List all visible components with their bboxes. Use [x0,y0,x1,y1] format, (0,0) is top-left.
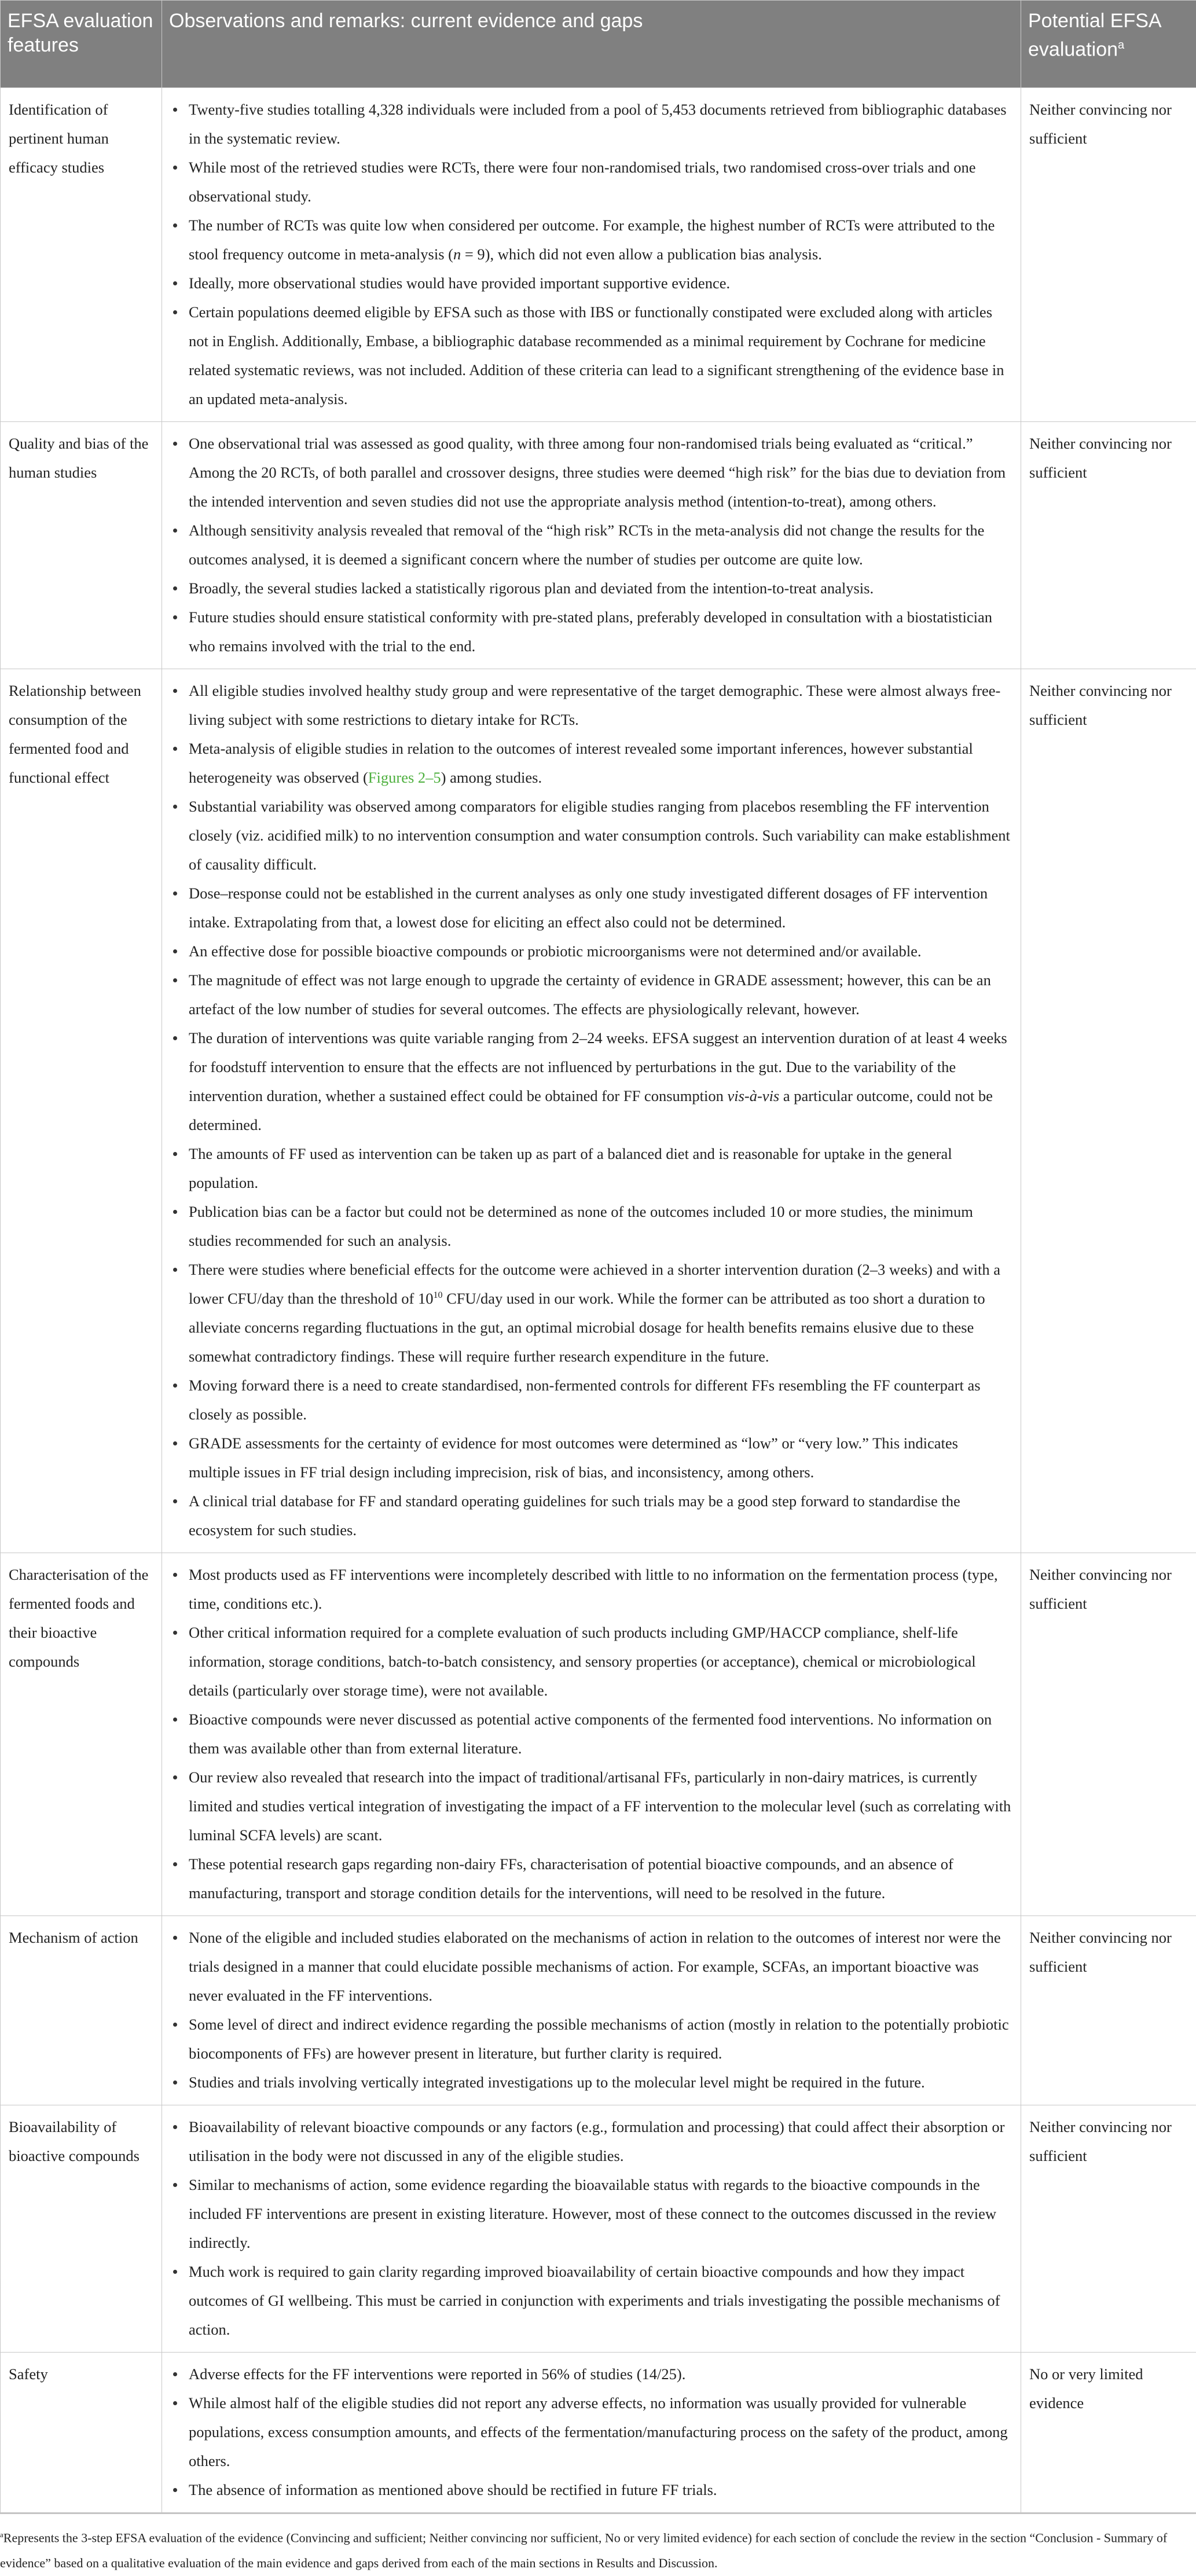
list-item: The absence of information as mentioned above should be rectified in future FF trials. [189,2475,1012,2504]
table-row [1,1553,1196,1916]
observations-list [170,429,1012,660]
italic-text: n [453,245,461,263]
header-observations [162,1,1021,88]
evaluation-cell: Neither convincing nor sufficient [1021,88,1196,422]
list-item: Publication bias can be a factor but could not be determined as none of the outcomes included 10 or more studies, the minimum studies recommended for such an analysis. [189,1197,1012,1255]
text-segment: There were studies where beneficial effects for the outcome were achieved in a shorter intervention duration (2–3 weeks) and with a lower CFU/day than the threshold of 10 [189,1261,1000,1307]
list-item: Substantial variability was observed among comparators for eligible studies ranging from placebos resembling the FF intervention closely (viz. acidified milk) to no intervention consumption and water consumption controls. Such variability can make establishment of causality difficult. [189,792,1012,879]
table-row [1,1916,1196,2105]
list-item: Future studies should ensure statistical conformity with pre-stated plans, preferably developed in consultation with a biostatistician who remains involved with the trial to the end. [189,603,1012,660]
feature-cell: Identification of pertinent human efficacy studies [1,88,162,422]
text-segment: Meta-analysis of eligible studies in relation to the outcomes of interest revealed some important inferences, however substantial heterogeneity was observed ( [189,740,973,786]
evaluation-cell: No or very limited evidence [1021,2353,1196,2513]
observations-cell [162,2353,1021,2513]
list-item: Some level of direct and indirect evidence regarding the possible mechanisms of action (mostly in relation to the potentially probiotic biocomponents of FFs) are however present in literature, but further clarity is required. [189,2010,1012,2068]
observations-list [170,95,1012,413]
list-item [189,211,1012,269]
table-row [1,669,1196,1553]
list-item: GRADE assessments for the certainty of evidence for most outcomes were determined as “low” or “very low.” This indicates multiple issues in FF trial design including imprecision, risk of bias, and inconsistency, among others. [189,1429,1012,1487]
list-item [189,1255,1012,1371]
feature-cell: Quality and bias of the human studies [1,422,162,669]
list-item: Most products used as FF interventions were incompletely described with little to no information on the fermentation process (type, time, conditions etc.). [189,1560,1012,1618]
list-item [189,734,1012,792]
list-item: Bioactive compounds were never discussed as potential active components of the fermented food interventions. No information on them was available other than from external literature. [189,1705,1012,1763]
list-item: These potential research gaps regarding non-dairy FFs, characterisation of potential bioactive compounds, and an absence of manufacturing, transport and storage condition details for the interventions, will need to be resolved in the future. [189,1850,1012,1907]
feature-cell: Safety [1,2353,162,2513]
header-evaluation-label: Potential EFSA evaluation [1028,10,1161,60]
footnote-text: Represents the 3-step EFSA evaluation of the evidence (Convincing and sufficient; Neither convincing nor sufficient, No or very limited evidence) for each section of conclude the review in the section “Conclusion - Summary of evidence” based on a qualitative evaluation of the main evidence and gaps derived from each of the main sections in Results and Discussion. [0,2530,1167,2570]
list-item: Moving forward there is a need to create standardised, non-fermented controls for different FFs resembling the FF counterpart as closely as possible. [189,1371,1012,1429]
list-item: An effective dose for possible bioactive compounds or probiotic microorganisms were not determined and/or available. [189,937,1012,966]
list-item: Adverse effects for the FF interventions were reported in 56% of studies (14/25). [189,2360,1012,2388]
list-item: A clinical trial database for FF and standard operating guidelines for such trials may be a good step forward to standardise the ecosystem for such studies. [189,1487,1012,1544]
text-segment: CFU/day used in our work. While the former can be attributed as too short a duration to alleviate concerns regarding fluctuations in the gut, an optimal microbial dosage for health benefits remains elusive due to these somewhat contradictory findings. These will require further research expenditure in the future. [189,1290,985,1365]
evaluation-cell: Neither convincing nor sufficient [1021,1916,1196,2105]
list-item: Much work is required to gain clarity regarding improved bioavailability of certain bioactive compounds and how they impact outcomes of GI wellbeing. This must be carried in conjunction with experiments and trials investigating the possible mechanisms of action. [189,2257,1012,2344]
list-item: Although sensitivity analysis revealed that removal of the “high risk” RCTs in the meta-analysis did not change the results for the outcomes analysed, it is deemed a significant concern where the number of studies per outcome are quite low. [189,516,1012,574]
table-footnote [0,2514,1196,2576]
table-row [1,2353,1196,2513]
list-item: Broadly, the several studies lacked a statistically rigorous plan and deviated from the intention-to-treat analysis. [189,574,1012,603]
header-evaluation [1021,1,1196,88]
list-item: Dose–response could not be established in the current analyses as only one study investigated different dosages of FF intervention intake. Extrapolating from that, a lowest dose for eliciting an effect also could not be determined. [189,879,1012,937]
text-segment: a particular outcome, could not be determined. [189,1087,993,1133]
evaluation-cell: Neither convincing nor sufficient [1021,669,1196,1553]
list-item: Other critical information required for a complete evaluation of such products including GMP/HACCP compliance, shelf-life information, storage conditions, batch-to-batch consistency, and sensory properties (or acceptance), chemical or microbiological details (particularly over storage time), were not available. [189,1618,1012,1705]
footnote-marker: a [0,2530,3,2539]
observations-cell [162,2105,1021,2353]
list-item: None of the eligible and included studies elaborated on the mechanisms of action in relation to the outcomes of interest nor were the trials designed in a manner that could elucidate possible mechanisms of action. For example, SCFAs, an important bioactive was never evaluated in the FF interventions. [189,1923,1012,2010]
figure-link[interactable]: Figures 2–5 [368,769,441,786]
list-item: Ideally, more observational studies would have provided important supportive evidence. [189,269,1012,298]
superscript: 10 [433,1290,442,1300]
observations-cell [162,1916,1021,2105]
list-item: The amounts of FF used as intervention can be taken up as part of a balanced diet and is reasonable for uptake in the general population. [189,1139,1012,1197]
header-observations-label: Observations and remarks: current evidence and gaps [169,10,643,32]
list-item [189,1023,1012,1139]
list-item: Studies and trials involving vertically integrated investigations up to the molecular level might be required in the future. [189,2068,1012,2097]
evaluation-cell: Neither convincing nor sufficient [1021,422,1196,669]
observations-cell [162,669,1021,1553]
list-item: The magnitude of effect was not large enough to upgrade the certainty of evidence in GRADE assessment; however, this can be an artefact of the low number of studies for several outcomes. The effects are physiologically relevant, however. [189,966,1012,1023]
table-row [1,2105,1196,2353]
header-features-label: EFSA evaluation features [8,10,153,56]
evaluation-cell: Neither convincing nor sufficient [1021,2105,1196,2353]
observations-cell [162,88,1021,422]
table-header-row [1,1,1196,88]
table-body [1,88,1196,2513]
table-row [1,88,1196,422]
feature-cell: Mechanism of action [1,1916,162,2105]
list-item: All eligible studies involved healthy study group and were representative of the target demographic. These were almost always free-living subject with some restrictions to dietary intake for RCTs. [189,676,1012,734]
observations-cell [162,1553,1021,1916]
text-segment: ) among studies. [441,769,542,786]
table-row [1,422,1196,669]
list-item: Similar to mechanisms of action, some evidence regarding the bioavailable status with regards to the bioactive compounds in the included FF interventions are present in existing literature. However, most of these connect to the outcomes discussed in the review indirectly. [189,2170,1012,2257]
italic-text: vis-à-vis [727,1087,779,1104]
list-item: While most of the retrieved studies were RCTs, there were four non-randomised trials, two randomised cross-over trials and one observational study. [189,153,1012,211]
observations-list [170,2112,1012,2344]
observations-list [170,1560,1012,1907]
list-item: Our review also revealed that research into the impact of traditional/artisanal FFs, particularly in non-dairy matrices, is currently limited and studies vertical integration of investigating the impact of a FF intervention to the molecular level (such as correlating with luminal SCFA levels) are scant. [189,1763,1012,1850]
list-item: Twenty-five studies totalling 4,328 individuals were included from a pool of 5,453 documents retrieved from bibliographic databases in the systematic review. [189,95,1012,153]
header-features [1,1,162,88]
list-item: Bioavailability of relevant bioactive compounds or any factors (e.g., formulation and processing) that could affect their absorption or utilisation in the body were not discussed in any of the eligible studies. [189,2112,1012,2170]
list-item: While almost half of the eligible studies did not report any adverse effects, no information was usually provided for vulnerable populations, excess consumption amounts, and effects of the fermentation/manufacturing process on the safety of the product, among others. [189,2388,1012,2475]
text-segment: The duration of interventions was quite variable ranging from 2–24 weeks. EFSA suggest an intervention duration of at least 4 weeks for foodstuff intervention to ensure that the effects are not influenced by perturbations in the gut. Due to the variability of the intervention duration, whether a sustained effect could be obtained for FF consumption [189,1029,1007,1104]
text-segment: = 9), which did not even allow a publication bias analysis. [461,245,822,263]
observations-list [170,1923,1012,2097]
evaluation-cell: Neither convincing nor sufficient [1021,1553,1196,1916]
feature-cell: Characterisation of the fermented foods and their bioactive compounds [1,1553,162,1916]
observations-list [170,676,1012,1544]
list-item: Certain populations deemed eligible by EFSA such as those with IBS or functionally constipated were excluded along with articles not in English. Additionally, Embase, a bibliographic database recommended as a minimal requirement by Cochrane for medicine related systematic reviews, was not included. Addition of these criteria can lead to a significant strengthening of the evidence base in an updated meta-analysis. [189,298,1012,413]
feature-cell: Relationship between consumption of the fermented food and functional effect [1,669,162,1553]
observations-cell [162,422,1021,669]
list-item: One observational trial was assessed as good quality, with three among four non-randomised trials being evaluated as “critical.” Among the 20 RCTs, of both parallel and crossover designs, three studies were deemed “high risk” for the bias due to deviation from the intended intervention and seven studies did not use the appropriate analysis method (intention-to-treat), among others. [189,429,1012,516]
feature-cell: Bioavailability of bioactive compounds [1,2105,162,2353]
footnote-marker: a [1118,39,1124,52]
observations-list [170,2360,1012,2504]
text-segment: The number of RCTs was quite low when considered per outcome. For example, the highest number of RCTs were attributed to the stool frequency outcome in meta-analysis ( [189,216,995,263]
